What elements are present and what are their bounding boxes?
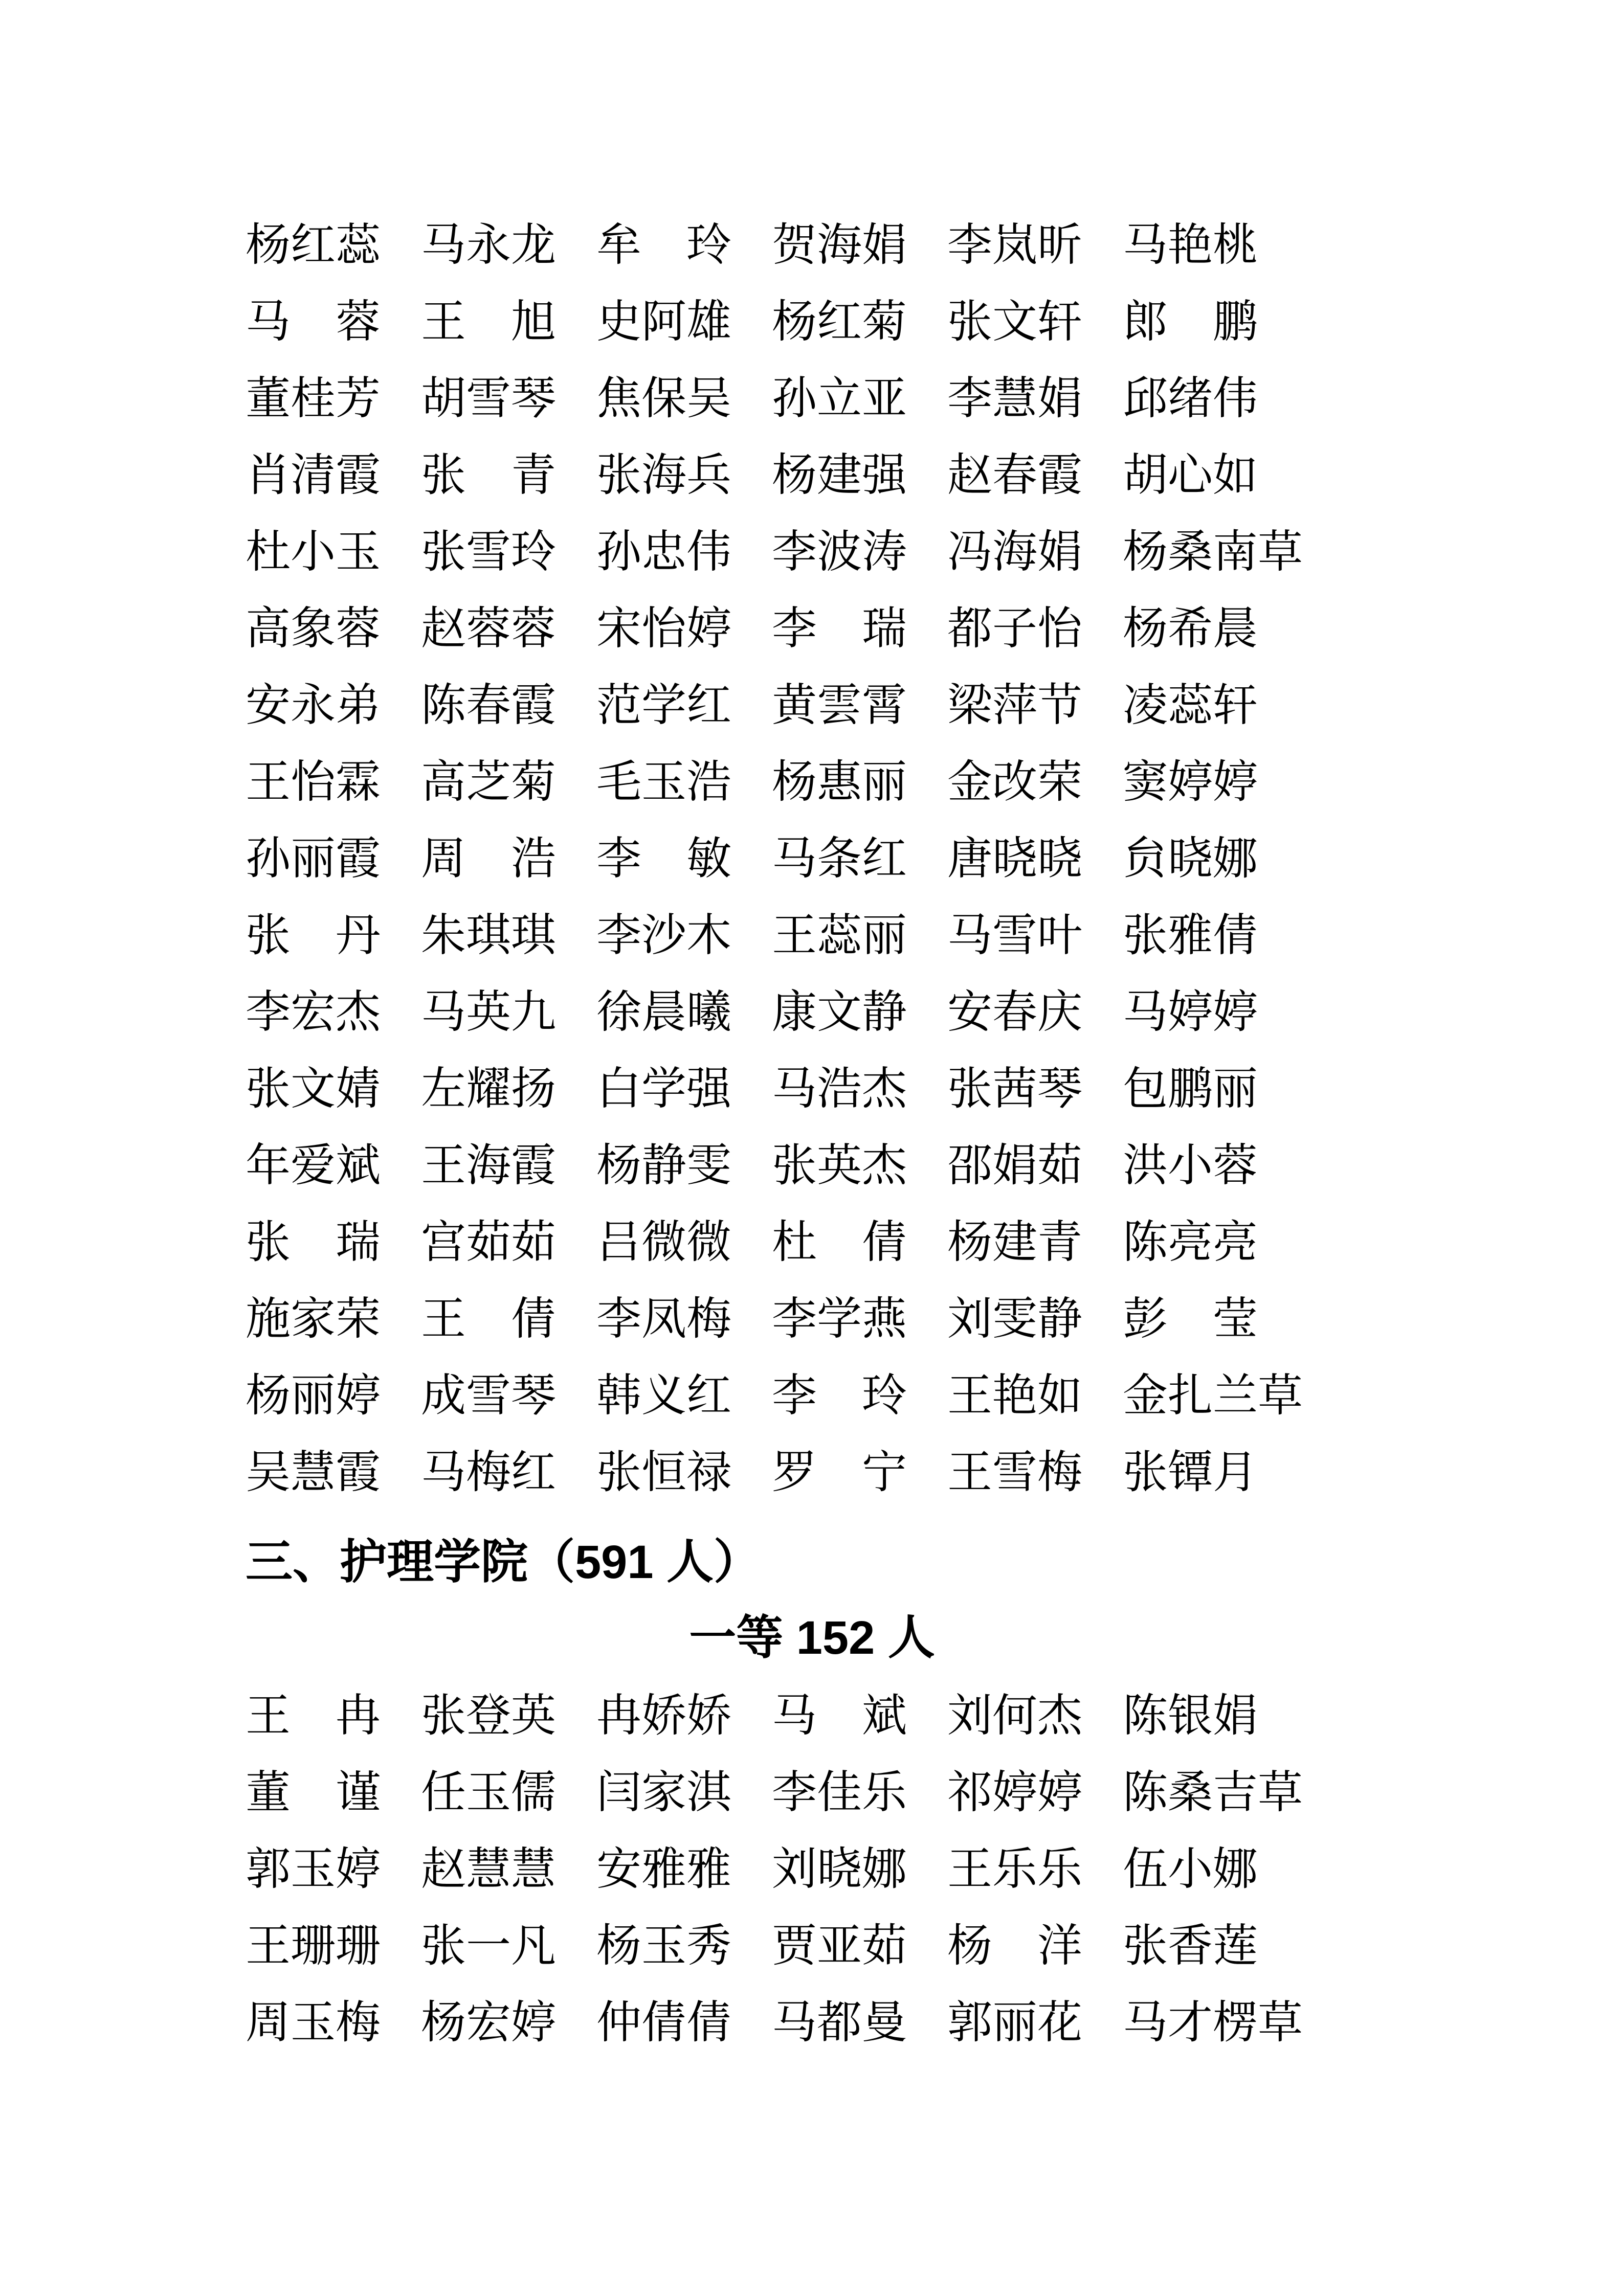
- name-character: 张: [421, 451, 466, 501]
- student-name: 张镡月: [1123, 1448, 1258, 1498]
- student-name: 刘何杰: [947, 1692, 1083, 1741]
- name-character: 旭: [510, 298, 556, 347]
- student-name: 张恒禄: [596, 1448, 732, 1498]
- name-character: 莹: [1212, 1295, 1258, 1344]
- name-character: 张: [246, 911, 291, 961]
- student-name: [772, 605, 907, 653]
- name-row: [246, 1296, 1378, 1372]
- student-name: 马英九: [421, 988, 557, 1038]
- student-name: 马浩杰: [772, 1065, 907, 1114]
- student-name: [246, 1219, 381, 1267]
- name-row: [246, 1219, 1378, 1296]
- student-name: 杨惠丽: [772, 758, 907, 807]
- student-name: 冉娇娇: [596, 1692, 732, 1741]
- section-heading-nursing-college: 三、护理学院（591 人）: [246, 1536, 761, 1588]
- student-name: 杨宏婷: [421, 1998, 557, 2048]
- student-name: 贾亚茹: [772, 1922, 907, 1971]
- student-name: 唐晓晓: [947, 835, 1083, 884]
- student-name: 赵慧慧: [421, 1845, 557, 1895]
- student-name: 金改荣: [947, 758, 1083, 807]
- name-character: 王: [421, 298, 466, 347]
- student-name: 伍小娜: [1123, 1845, 1258, 1895]
- student-name: 成雪琴: [421, 1371, 557, 1421]
- student-name: [772, 1219, 907, 1267]
- student-name: 施家荣: [246, 1295, 381, 1344]
- student-name: [246, 299, 381, 346]
- student-name: 杨建强: [772, 451, 907, 501]
- student-name: 左耀扬: [421, 1065, 557, 1114]
- name-character: 宁: [861, 1448, 907, 1498]
- name-character: 马: [246, 298, 291, 347]
- student-name: 王艳如: [947, 1371, 1083, 1421]
- student-name: 洪小蓉: [1123, 1141, 1258, 1191]
- student-name: 史阿雄: [596, 298, 732, 347]
- student-name: 吕微微: [596, 1218, 732, 1268]
- name-row: [246, 375, 1378, 452]
- student-name: 韩义红: [596, 1371, 732, 1421]
- name-character: 瑞: [861, 604, 907, 654]
- student-name: 刘雯静: [947, 1295, 1083, 1344]
- student-name: 金扎兰草: [1123, 1371, 1303, 1421]
- student-name: 杨桑南草: [1123, 528, 1303, 577]
- student-name: 朱琪琪: [421, 911, 557, 961]
- student-name: [246, 1769, 381, 1817]
- student-name: [947, 1923, 1082, 1970]
- name-row: [246, 1999, 1378, 2076]
- student-name: 李慧娟: [947, 374, 1083, 424]
- name-row: [246, 1372, 1378, 1449]
- student-name: 宫茹茹: [421, 1218, 557, 1268]
- name-character: 罗: [772, 1448, 817, 1498]
- name-row: [246, 682, 1378, 759]
- name-character: 王: [421, 1295, 466, 1344]
- student-name: 王怡霖: [246, 758, 381, 807]
- student-name: 宋怡婷: [596, 604, 732, 654]
- student-name: 张一凡: [421, 1922, 557, 1971]
- name-character: 李: [772, 1371, 817, 1421]
- student-name: [421, 1296, 556, 1343]
- student-name: 徐晨曦: [596, 988, 732, 1038]
- student-name: 陈桑吉草: [1123, 1768, 1303, 1818]
- student-name: 高象蓉: [246, 604, 381, 654]
- student-name: [1123, 1296, 1258, 1343]
- student-name: 陈银娟: [1123, 1692, 1258, 1741]
- student-name: 胡雪琴: [421, 374, 557, 424]
- name-row: [246, 452, 1378, 529]
- name-row: [246, 1769, 1378, 1846]
- name-character: 李: [772, 604, 817, 654]
- student-name: 赵春霞: [947, 451, 1083, 501]
- student-name: 杨建青: [947, 1218, 1083, 1268]
- student-name: 张英杰: [772, 1141, 907, 1191]
- student-name: 吴慧霞: [246, 1448, 381, 1498]
- student-name: 张茜琴: [947, 1065, 1083, 1114]
- name-row: [246, 299, 1378, 375]
- student-name: 李宏杰: [246, 988, 381, 1038]
- student-name: 杨玉秀: [596, 1922, 732, 1971]
- student-name: 贠晓娜: [1123, 835, 1258, 884]
- name-character: 鹏: [1212, 298, 1258, 347]
- student-name: 贺海娟: [772, 221, 907, 271]
- student-name: [596, 222, 731, 269]
- name-character: 倩: [510, 1295, 556, 1344]
- name-character: 瑞: [335, 1218, 381, 1268]
- name-character: 斌: [861, 1692, 907, 1741]
- student-name: 范学红: [596, 681, 732, 731]
- student-name: 年爱斌: [246, 1141, 381, 1191]
- student-name: 陈亮亮: [1123, 1218, 1258, 1268]
- student-name: 马婷婷: [1123, 988, 1258, 1038]
- student-name: [772, 1372, 907, 1420]
- name-row: [246, 1066, 1378, 1142]
- name-character: 牟: [596, 221, 642, 271]
- student-name: 周玉梅: [246, 1998, 381, 2048]
- student-name: 孙丽霞: [246, 835, 381, 884]
- student-name: 祁婷婷: [947, 1768, 1083, 1818]
- name-row: [246, 759, 1378, 836]
- student-name: 胡心如: [1123, 451, 1258, 501]
- name-row: [246, 1693, 1378, 1769]
- student-name: 杨红菊: [772, 298, 907, 347]
- name-character: 玲: [686, 221, 731, 271]
- student-name: 包鹏丽: [1123, 1065, 1258, 1114]
- page-content: [246, 222, 1378, 2076]
- student-name: 张香莲: [1123, 1922, 1258, 1971]
- student-name: [246, 1693, 381, 1740]
- name-character: 敏: [686, 835, 731, 884]
- name-row: [246, 989, 1378, 1066]
- name-row: [246, 1449, 1378, 1526]
- student-name: 董桂芳: [246, 374, 381, 424]
- name-character: 冉: [335, 1692, 381, 1741]
- tier-heading-first-class: 一等 152 人: [689, 1612, 935, 1664]
- student-name: 康文静: [772, 988, 907, 1038]
- student-name: 马雪叶: [947, 911, 1083, 961]
- student-name: 李岚昕: [947, 221, 1083, 271]
- student-name: 马都曼: [772, 1998, 907, 2048]
- name-character: 杨: [947, 1922, 993, 1971]
- student-name: [772, 1693, 907, 1740]
- student-name: 马梅红: [421, 1448, 557, 1498]
- student-name: 杜小玉: [246, 528, 381, 577]
- student-name: [421, 452, 556, 500]
- student-name: 王雪梅: [947, 1448, 1083, 1498]
- student-name: 郭玉婷: [246, 1845, 381, 1895]
- student-name: 都子怡: [947, 604, 1083, 654]
- student-name: 李凤梅: [596, 1295, 732, 1344]
- student-name: 张雪玲: [421, 528, 557, 577]
- student-name: 肖清霞: [246, 451, 381, 501]
- student-name: 王蕊丽: [772, 911, 907, 961]
- student-name: 李沙木: [596, 911, 732, 961]
- student-name: 李波涛: [772, 528, 907, 577]
- name-character: 杜: [772, 1218, 817, 1268]
- student-name: 任玉儒: [421, 1768, 557, 1818]
- student-name: 孙立亚: [772, 374, 907, 424]
- name-row: [246, 529, 1378, 605]
- student-name: 仲倩倩: [596, 1998, 732, 2048]
- student-name: 杨红蕊: [246, 221, 381, 271]
- name-row: [246, 836, 1378, 912]
- name-row: [246, 605, 1378, 682]
- name-row: [246, 222, 1378, 299]
- name-character: 倩: [861, 1218, 907, 1268]
- student-name: [1123, 299, 1258, 346]
- student-name: 闫家淇: [596, 1768, 732, 1818]
- name-character: 周: [421, 835, 466, 884]
- name-character: 青: [510, 451, 556, 501]
- student-name: 杨静雯: [596, 1141, 732, 1191]
- name-character: 马: [772, 1692, 817, 1741]
- student-name: 安春庆: [947, 988, 1083, 1038]
- student-name: 邱绪伟: [1123, 374, 1258, 424]
- student-name: [421, 836, 556, 883]
- student-name: 王乐乐: [947, 1845, 1083, 1895]
- student-name: 刘晓娜: [772, 1845, 907, 1895]
- name-character: 谨: [335, 1768, 381, 1818]
- student-name: 张文轩: [947, 298, 1083, 347]
- student-name: 王珊珊: [246, 1922, 381, 1971]
- student-name: 杨丽婷: [246, 1371, 381, 1421]
- student-name: 杨希晨: [1123, 604, 1258, 654]
- student-name: 凌蕊轩: [1123, 681, 1258, 731]
- name-character: 李: [596, 835, 642, 884]
- name-row: [246, 1923, 1378, 1999]
- student-name: 陈春霞: [421, 681, 557, 731]
- student-name: 孙忠伟: [596, 528, 732, 577]
- name-character: 王: [246, 1692, 291, 1741]
- student-name: 冯海娟: [947, 528, 1083, 577]
- student-name: 黄雲霄: [772, 681, 907, 731]
- student-name: 张登英: [421, 1692, 557, 1741]
- student-name: 高芝菊: [421, 758, 557, 807]
- name-grid-first-class: [246, 1693, 1378, 2076]
- name-character: 蓉: [335, 298, 381, 347]
- student-name: 焦保吴: [596, 374, 732, 424]
- name-row: [246, 912, 1378, 989]
- student-name: 张海兵: [596, 451, 732, 501]
- student-name: 安雅雅: [596, 1845, 732, 1895]
- name-character: 彭: [1123, 1295, 1168, 1344]
- student-name: 邵娟茹: [947, 1141, 1083, 1191]
- student-name: 白学强: [596, 1065, 732, 1114]
- name-character: 浩: [510, 835, 556, 884]
- student-name: 王海霞: [421, 1141, 557, 1191]
- student-name: 毛玉浩: [596, 758, 732, 807]
- student-name: 梁萍节: [947, 681, 1083, 731]
- name-character: 玲: [861, 1371, 907, 1421]
- student-name: 李学燕: [772, 1295, 907, 1344]
- student-name: 马才楞草: [1123, 1998, 1303, 2048]
- student-name: 赵蓉蓉: [421, 604, 557, 654]
- student-name: 窦婷婷: [1123, 758, 1258, 807]
- name-row: [246, 1142, 1378, 1219]
- name-character: 董: [246, 1768, 291, 1818]
- student-name: [772, 1449, 907, 1497]
- student-name: 马永龙: [421, 221, 557, 271]
- name-row: [246, 1846, 1378, 1923]
- student-name: [421, 299, 556, 346]
- student-name: 李佳乐: [772, 1768, 907, 1818]
- name-character: 张: [246, 1218, 291, 1268]
- student-name: 张雅倩: [1123, 911, 1258, 961]
- name-character: 郎: [1123, 298, 1168, 347]
- student-name: 张文婧: [246, 1065, 381, 1114]
- name-grid-continued: [246, 222, 1378, 1526]
- student-name: 马条红: [772, 835, 907, 884]
- name-character: 洋: [1037, 1922, 1082, 1971]
- student-name: 郭丽花: [947, 1998, 1083, 2048]
- student-name: [596, 836, 731, 883]
- student-name: 马艳桃: [1123, 221, 1258, 271]
- student-name: 安永弟: [246, 681, 381, 731]
- student-name: [246, 912, 381, 960]
- name-character: 丹: [335, 911, 381, 961]
